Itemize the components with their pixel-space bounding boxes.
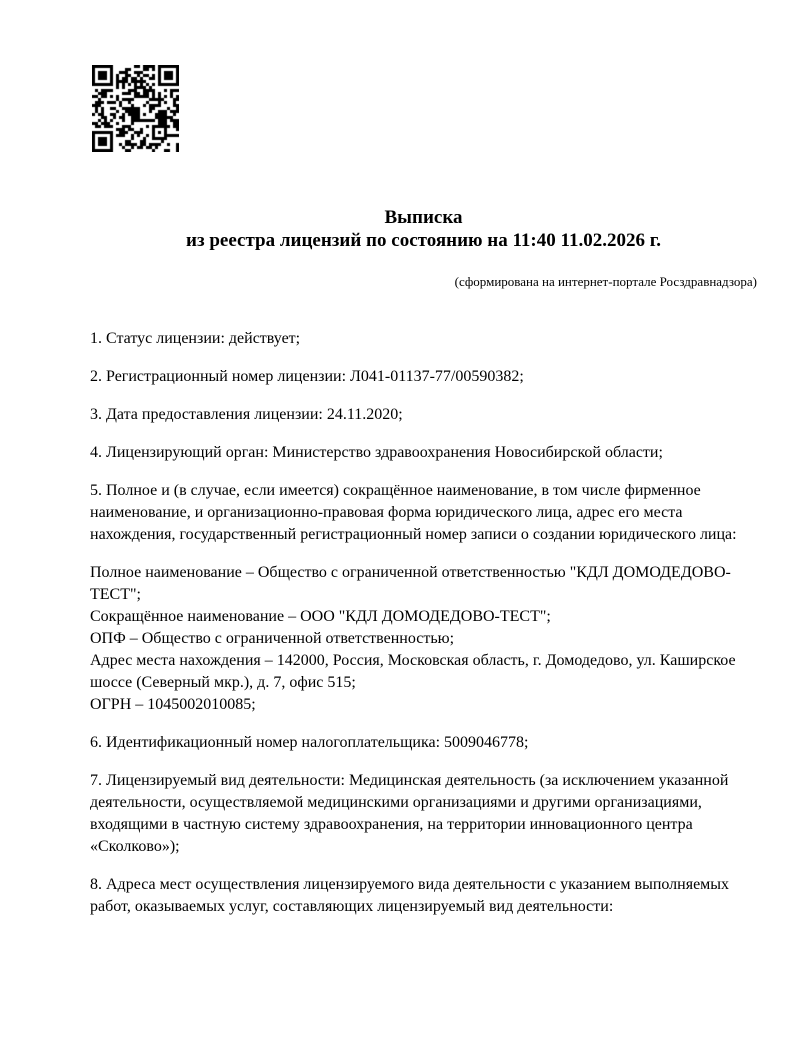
paragraph-license-status: 1. Статус лицензии: действует; (90, 330, 301, 347)
document-body (90, 328, 757, 934)
document-title (90, 206, 757, 252)
paragraph-registration-number: 2. Регистрационный номер лицензии: Л041-01137-77/00590382; (90, 368, 524, 385)
org-detail-short-name: Сокращённое наименование – ООО "КДЛ ДОМОДЕДОВО-ТЕСТ"; (90, 608, 551, 625)
org-details-block (90, 562, 757, 716)
paragraph-grant-date: 3. Дата предоставления лицензии: 24.11.2020; (90, 406, 403, 423)
org-detail-full-name: Полное наименование – Общество с ограниченной ответственностью "КДЛ ДОМОДЕДОВО-ТЕСТ"; (90, 564, 731, 603)
qr-code-icon (92, 65, 179, 152)
org-detail-opf: ОПФ – Общество с ограниченной ответственностью; (90, 630, 455, 647)
paragraph-activity-type: 7. Лицензируемый вид деятельности: Медицинская деятельность (за исключением указанной деятельности, осуществляемой медицинскими организациями и другими организациями, входящими в частную систему здравоохранения, на территории инновационного центра «Сколково»); (90, 772, 729, 855)
paragraph-org-name-intro: 5. Полное и (в случае, если имеется) сокращённое наименование, в том числе фирменное наименование, и организационно-правовая форма юридического лица, адрес его места нахождения, государственный регистрационный номер записи о создании юридического лица: (90, 482, 737, 543)
org-detail-ogrn: ОГРН – 1045002010085; (90, 696, 256, 713)
generated-on-portal-note: (сформирована на интернет-портале Росздравнадзора) (454, 274, 757, 289)
document-title-line1: Выписка (384, 207, 463, 228)
document-title-line2: из реестра лицензий по состоянию на 11:40 11.02.2026 г. (186, 230, 661, 251)
paragraph-activity-addresses: 8. Адреса мест осуществления лицензируемого вида деятельности с указанием выполняемых работ, оказываемых услуг, составляющих лицензируемый вид деятельности: (90, 876, 730, 915)
paragraph-licensing-authority: 4. Лицензирующий орган: Министерство здравоохранения Новосибирской области; (90, 444, 663, 461)
paragraph-inn: 6. Идентификационный номер налогоплательщика: 5009046778; (90, 734, 529, 751)
org-detail-address: Адрес места нахождения – 142000, Россия, Московская область, г. Домодедово, ул. Каширское шоссе (Северный мкр.), д. 7, офис 515; (90, 652, 736, 691)
